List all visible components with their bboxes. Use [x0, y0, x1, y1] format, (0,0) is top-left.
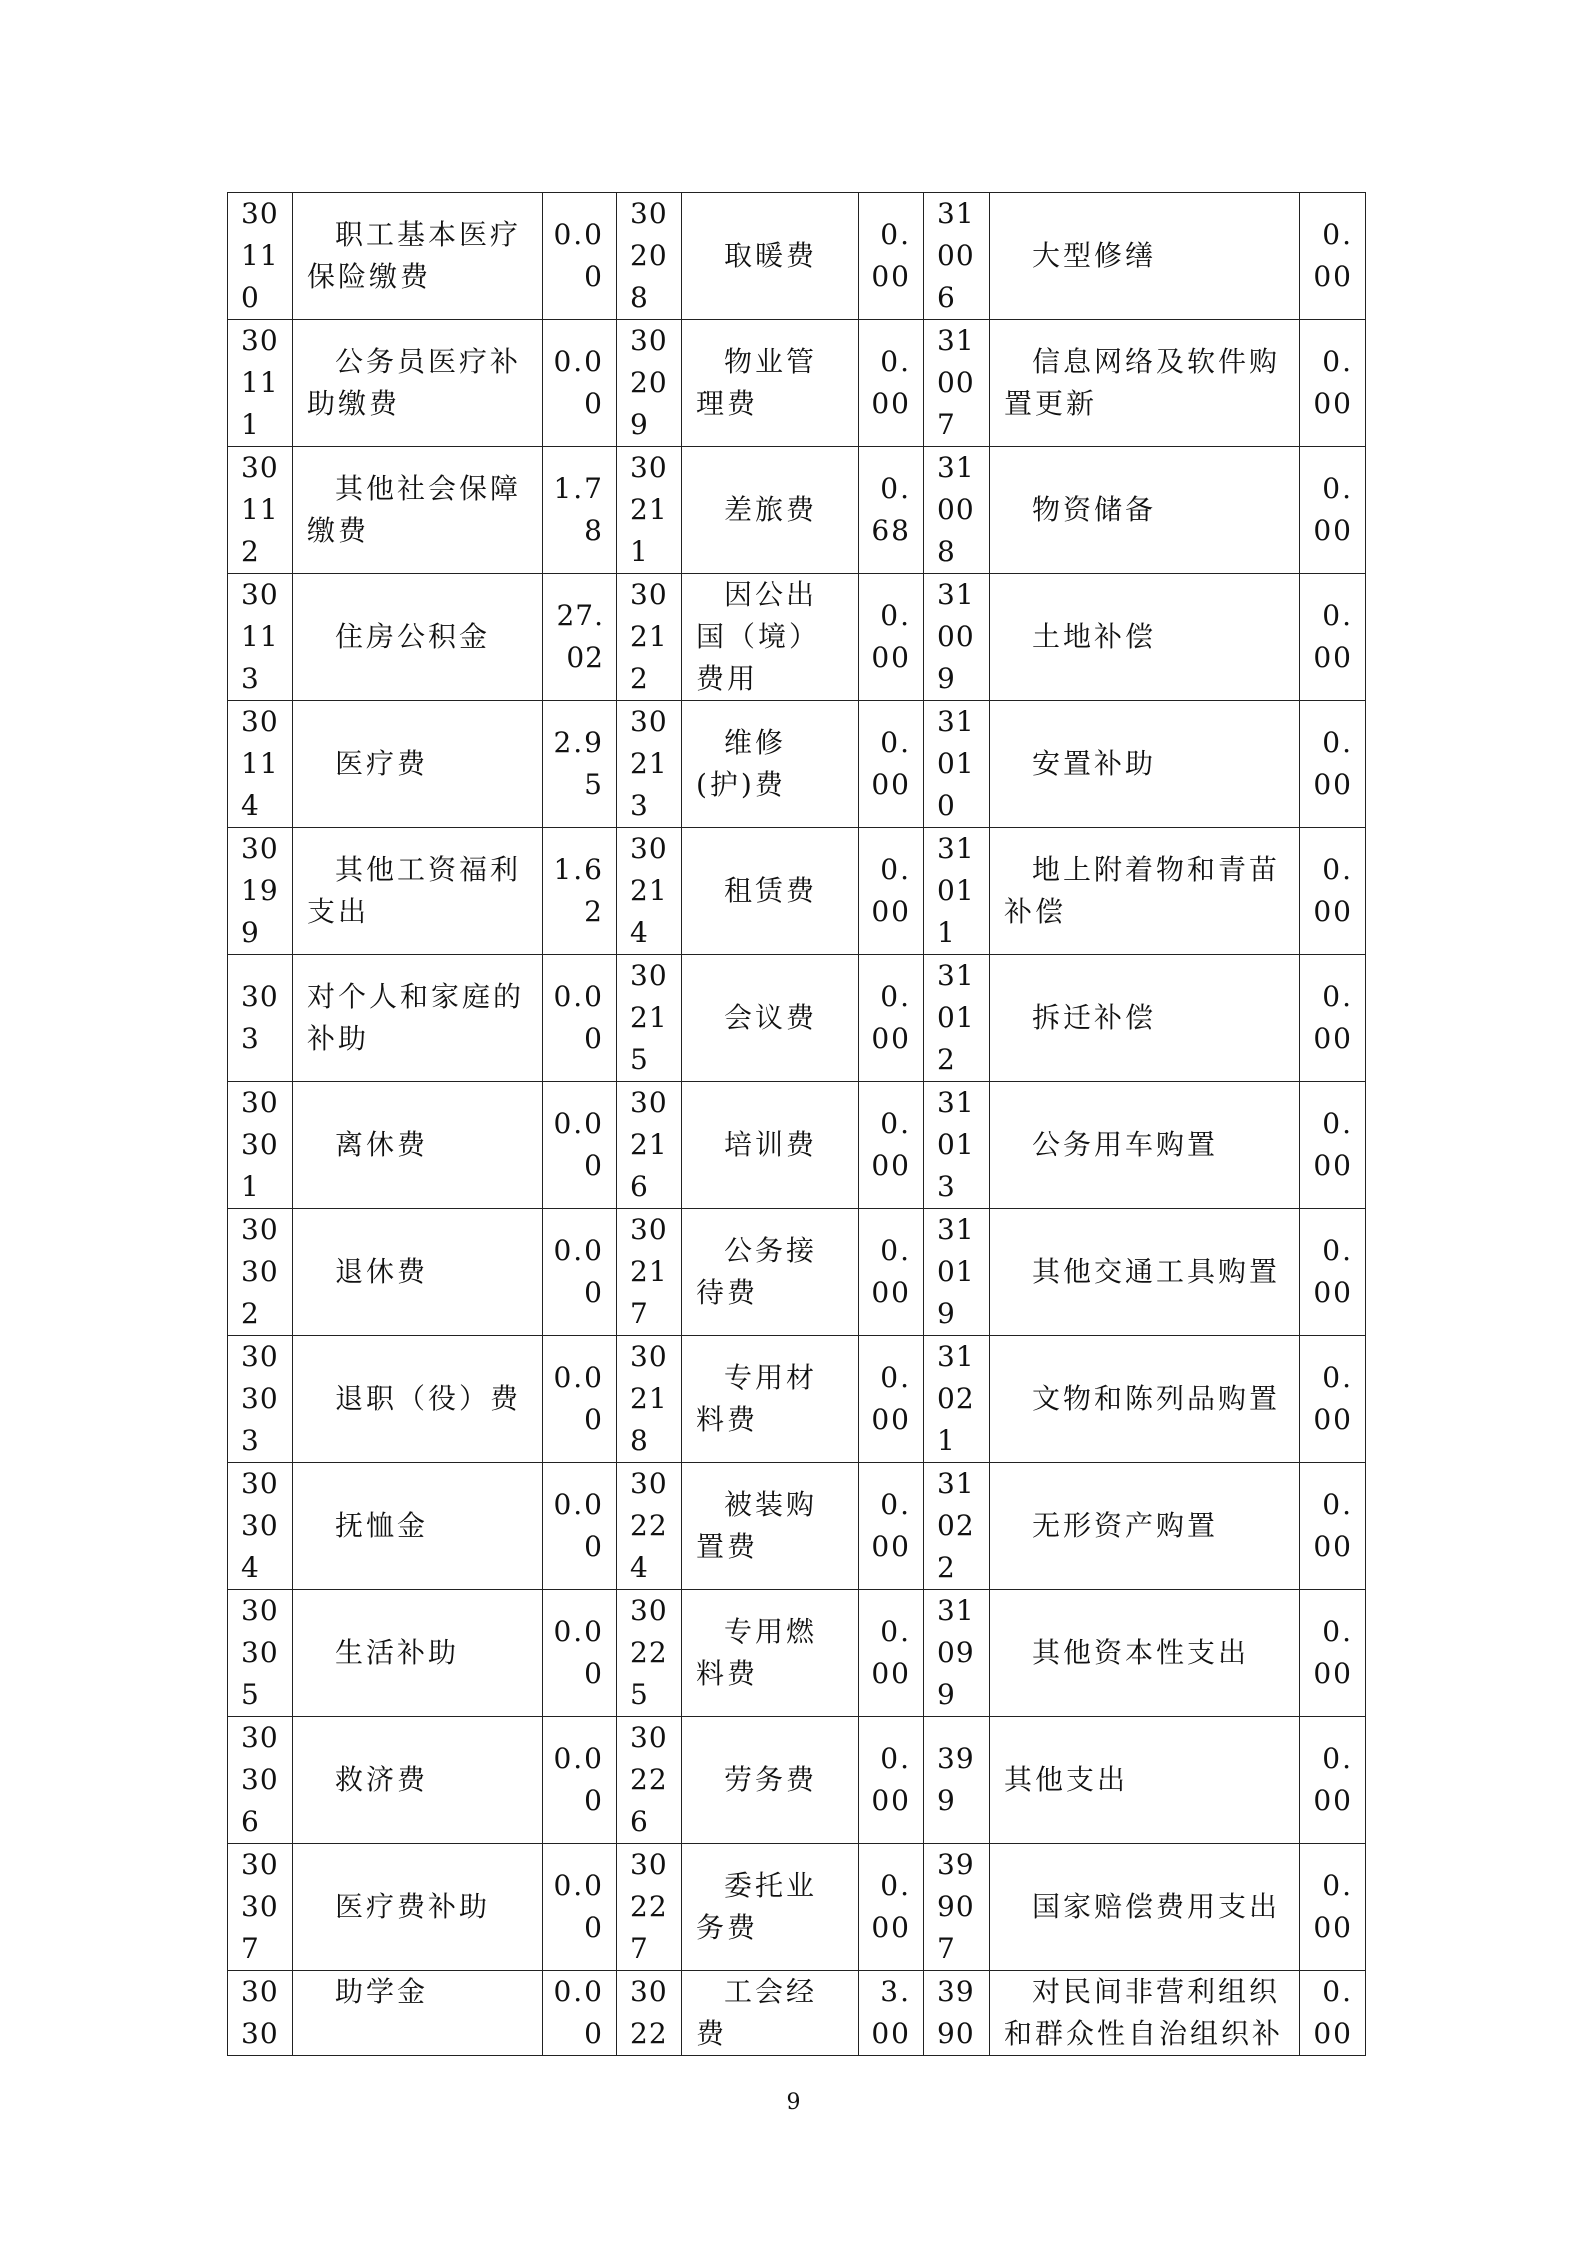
item-name-cell: 大型修缮: [990, 193, 1300, 320]
item-amount-cell: 0.00: [859, 1590, 924, 1717]
item-amount-cell: 0.00: [1300, 1463, 1366, 1590]
item-name-cell: 其他社会保障缴费: [293, 447, 543, 574]
item-code-cell: 30303: [228, 1336, 293, 1463]
item-name-cell: 取暖费: [682, 193, 859, 320]
table-row: [228, 447, 1366, 574]
item-amount-cell: 0.00: [859, 1463, 924, 1590]
item-amount-cell: 0.00: [543, 1463, 617, 1590]
item-name-cell: 职工基本医疗保险缴费: [293, 193, 543, 320]
item-code-cell: 30307: [228, 1844, 293, 1971]
item-name-cell: 其他交通工具购置: [990, 1209, 1300, 1336]
table-row: [228, 193, 1366, 320]
item-name-cell: 租赁费: [682, 828, 859, 955]
item-code-cell: 30213: [617, 701, 682, 828]
item-amount-cell: 0.00: [1300, 1717, 1366, 1844]
item-name-cell: 公务用车购置: [990, 1082, 1300, 1209]
item-code-cell: 31007: [924, 320, 990, 447]
item-code-cell: 30112: [228, 447, 293, 574]
item-code-cell: 30302: [228, 1209, 293, 1336]
item-name-cell: 生活补助: [293, 1590, 543, 1717]
item-code-cell: 31099: [924, 1590, 990, 1717]
item-code-cell: 30306: [228, 1717, 293, 1844]
item-code-cell: 31008: [924, 447, 990, 574]
item-amount-cell: 0.00: [859, 701, 924, 828]
item-amount-cell: 0.00: [1300, 1844, 1366, 1971]
item-name-cell: 助学金: [293, 1971, 543, 2056]
item-amount-cell: 0.00: [543, 1971, 617, 2056]
item-code-cell: 30305: [228, 1590, 293, 1717]
item-amount-cell: 0.00: [859, 320, 924, 447]
item-amount-cell: 0.00: [1300, 1082, 1366, 1209]
item-code-cell: 30212: [617, 574, 682, 701]
item-amount-cell: 3.00: [859, 1971, 924, 2056]
item-name-cell: 离休费: [293, 1082, 543, 1209]
table-row: [228, 320, 1366, 447]
item-amount-cell: 0.00: [859, 193, 924, 320]
item-code-cell: 31006: [924, 193, 990, 320]
item-name-cell: 安置补助: [990, 701, 1300, 828]
item-code-cell: 3990: [924, 1971, 990, 2056]
item-code-cell: 303: [228, 955, 293, 1082]
item-amount-cell: 0.00: [859, 1082, 924, 1209]
table-row: [228, 574, 1366, 701]
item-name-cell: 医疗费: [293, 701, 543, 828]
item-code-cell: 30208: [617, 193, 682, 320]
item-code-cell: 30111: [228, 320, 293, 447]
item-amount-cell: 0.00: [1300, 955, 1366, 1082]
item-code-cell: 30225: [617, 1590, 682, 1717]
item-name-cell: 住房公积金: [293, 574, 543, 701]
item-amount-cell: 0.00: [1300, 1336, 1366, 1463]
item-amount-cell: 0.00: [859, 1717, 924, 1844]
item-code-cell: 30214: [617, 828, 682, 955]
page-number: 9: [786, 2090, 801, 2115]
item-amount-cell: 0.00: [543, 955, 617, 1082]
item-amount-cell: 0.00: [543, 320, 617, 447]
table-row: [228, 1082, 1366, 1209]
item-code-cell: 30224: [617, 1463, 682, 1590]
table-row: [228, 1209, 1366, 1336]
item-code-cell: 30218: [617, 1336, 682, 1463]
item-name-cell: 拆迁补偿: [990, 955, 1300, 1082]
table-row: [228, 1336, 1366, 1463]
item-amount-cell: 0.00: [1300, 320, 1366, 447]
item-code-cell: 39907: [924, 1844, 990, 1971]
item-code-cell: 3030: [228, 1971, 293, 2056]
item-amount-cell: 0.00: [543, 1844, 617, 1971]
item-name-cell: 信息网络及软件购置更新: [990, 320, 1300, 447]
item-name-cell: 地上附着物和青苗补偿: [990, 828, 1300, 955]
item-name-cell: 因公出国（境）费用: [682, 574, 859, 701]
item-code-cell: 31010: [924, 701, 990, 828]
item-code-cell: 30226: [617, 1717, 682, 1844]
item-code-cell: 30216: [617, 1082, 682, 1209]
item-amount-cell: 0.00: [859, 574, 924, 701]
item-amount-cell: 27.02: [543, 574, 617, 701]
item-amount-cell: 0.00: [543, 1209, 617, 1336]
item-name-cell: 工会经费: [682, 1971, 859, 2056]
table-row: [228, 1463, 1366, 1590]
item-code-cell: 31012: [924, 955, 990, 1082]
item-amount-cell: 0.00: [859, 1209, 924, 1336]
item-name-cell: 国家赔偿费用支出: [990, 1844, 1300, 1971]
item-amount-cell: 0.00: [543, 1717, 617, 1844]
item-code-cell: 30209: [617, 320, 682, 447]
item-code-cell: 31019: [924, 1209, 990, 1336]
table-body: [228, 193, 1366, 2056]
item-amount-cell: 0.00: [1300, 828, 1366, 955]
item-name-cell: 专用燃料费: [682, 1590, 859, 1717]
item-name-cell: 公务员医疗补助缴费: [293, 320, 543, 447]
item-amount-cell: 0.00: [543, 1082, 617, 1209]
item-code-cell: 31013: [924, 1082, 990, 1209]
item-code-cell: 3022: [617, 1971, 682, 2056]
item-code-cell: 30110: [228, 193, 293, 320]
item-amount-cell: 0.00: [543, 1590, 617, 1717]
item-code-cell: 30304: [228, 1463, 293, 1590]
item-amount-cell: 0.00: [1300, 574, 1366, 701]
item-name-cell: 抚恤金: [293, 1463, 543, 1590]
item-code-cell: 30301: [228, 1082, 293, 1209]
item-name-cell: 其他工资福利支出: [293, 828, 543, 955]
item-code-cell: 30211: [617, 447, 682, 574]
item-amount-cell: 0.00: [859, 1336, 924, 1463]
item-amount-cell: 1.62: [543, 828, 617, 955]
item-code-cell: 31021: [924, 1336, 990, 1463]
item-amount-cell: 2.95: [543, 701, 617, 828]
item-amount-cell: 0.00: [1300, 1209, 1366, 1336]
item-name-cell: 其他支出: [990, 1717, 1300, 1844]
item-amount-cell: 1.78: [543, 447, 617, 574]
table-row: [228, 1717, 1366, 1844]
item-code-cell: 30113: [228, 574, 293, 701]
item-name-cell: 会议费: [682, 955, 859, 1082]
item-amount-cell: 0.00: [859, 1844, 924, 1971]
item-name-cell: 委托业务费: [682, 1844, 859, 1971]
item-code-cell: 31022: [924, 1463, 990, 1590]
item-amount-cell: 0.00: [1300, 447, 1366, 574]
budget-expenditure-table: [227, 192, 1366, 2056]
item-name-cell: 劳务费: [682, 1717, 859, 1844]
item-amount-cell: 0.00: [543, 1336, 617, 1463]
item-amount-cell: 0.00: [859, 828, 924, 955]
item-name-cell: 专用材料费: [682, 1336, 859, 1463]
item-name-cell: 维修(护)费: [682, 701, 859, 828]
item-name-cell: 医疗费补助: [293, 1844, 543, 1971]
item-code-cell: 399: [924, 1717, 990, 1844]
item-name-cell: 对民间非营利组织和群众性自治组织补: [990, 1971, 1300, 2056]
item-name-cell: 物业管理费: [682, 320, 859, 447]
item-amount-cell: 0.68: [859, 447, 924, 574]
table-row: [228, 1590, 1366, 1717]
table-row: [228, 701, 1366, 828]
item-amount-cell: 0.00: [1300, 701, 1366, 828]
item-name-cell: 培训费: [682, 1082, 859, 1209]
item-amount-cell: 0.00: [543, 193, 617, 320]
table-row: [228, 1844, 1366, 1971]
item-amount-cell: 0.00: [859, 955, 924, 1082]
item-name-cell: 被装购置费: [682, 1463, 859, 1590]
table-row: [228, 955, 1366, 1082]
item-name-cell: 文物和陈列品购置: [990, 1336, 1300, 1463]
item-amount-cell: 0.00: [1300, 1971, 1366, 2056]
item-code-cell: 30199: [228, 828, 293, 955]
item-code-cell: 31011: [924, 828, 990, 955]
item-name-cell: 救济费: [293, 1717, 543, 1844]
item-name-cell: 土地补偿: [990, 574, 1300, 701]
item-name-cell: 对个人和家庭的补助: [293, 955, 543, 1082]
item-code-cell: 30114: [228, 701, 293, 828]
table-row: [228, 1971, 1366, 2056]
item-name-cell: 无形资产购置: [990, 1463, 1300, 1590]
item-name-cell: 其他资本性支出: [990, 1590, 1300, 1717]
item-amount-cell: 0.00: [1300, 193, 1366, 320]
item-code-cell: 30227: [617, 1844, 682, 1971]
item-code-cell: 31009: [924, 574, 990, 701]
table-row: [228, 828, 1366, 955]
item-name-cell: 公务接待费: [682, 1209, 859, 1336]
item-name-cell: 物资储备: [990, 447, 1300, 574]
item-name-cell: 退职（役）费: [293, 1336, 543, 1463]
item-code-cell: 30215: [617, 955, 682, 1082]
item-code-cell: 30217: [617, 1209, 682, 1336]
item-amount-cell: 0.00: [1300, 1590, 1366, 1717]
item-name-cell: 退休费: [293, 1209, 543, 1336]
item-name-cell: 差旅费: [682, 447, 859, 574]
